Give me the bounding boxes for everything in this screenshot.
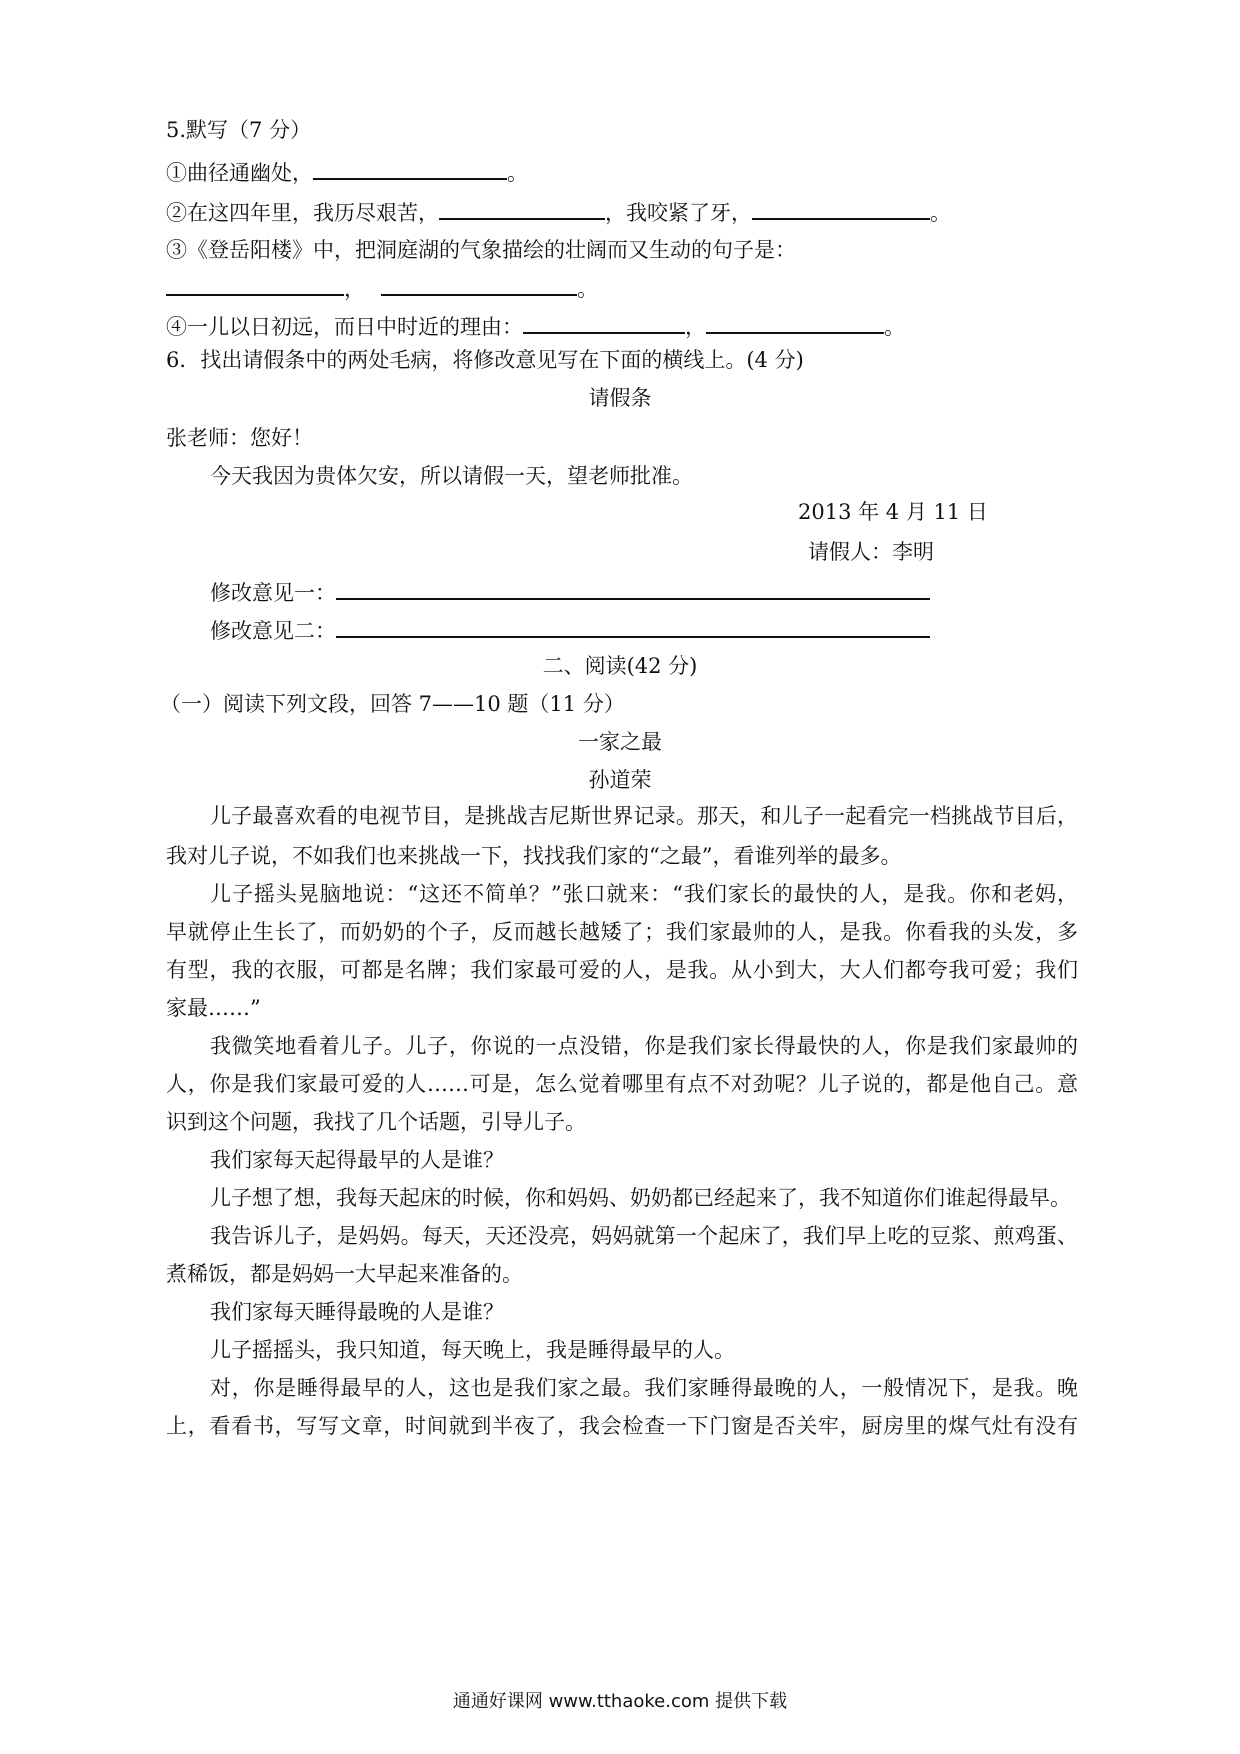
q5-item-4-text: ④一儿以日初远，而日中时近的理由：	[166, 315, 523, 339]
article-line: 家最……”	[166, 996, 261, 1020]
article-line: 早就停止生长了，而奶奶的个子，反而越长越矮了；我们家最帅的人，是我。你看我的头发，多	[166, 920, 1078, 944]
article-line: 儿子摇头晃脑地说：“这还不简单？”张口就来：“我们家长的最快的人，是我。你和老妈，	[210, 882, 1078, 906]
article-line: 上，看看书，写写文章，时间就到半夜了，我会检查一下门窗是否关牢，厨房里的煤气灶有没有	[166, 1414, 1078, 1438]
article-line: 煮稀饭，都是妈妈一大早起来准备的。	[166, 1262, 523, 1286]
answer-blank[interactable]	[313, 156, 507, 180]
article-line: 我们家每天睡得最晚的人是谁？	[210, 1300, 504, 1324]
q6-title: 6．找出请假条中的两处毛病，将修改意见写在下面的横线上。(4 分)	[166, 348, 804, 372]
article-line: 我对儿子说，不如我们也来挑战一下，找找我们家的“之最”，看谁列举的最多。	[166, 844, 902, 868]
article-line: 儿子想了想，我每天起床的时候，你和妈妈、奶奶都已经起来了，我不知道你们谁起得最早。	[210, 1186, 1071, 1210]
answer-blank[interactable]	[166, 272, 344, 296]
punct: 。	[507, 161, 528, 185]
answer-blank[interactable]	[381, 272, 577, 296]
punct: ，	[344, 277, 365, 301]
article-line: 我告诉儿子，是妈妈。每天，天还没亮，妈妈就第一个起床了，我们早上吃的豆浆、煎鸡蛋、	[210, 1224, 1078, 1248]
q5-item-4	[166, 310, 905, 338]
fix-1	[210, 576, 930, 604]
q5-item-2-text: ②在这四年里，我历尽艰苦，	[166, 201, 439, 225]
article-line: 识到这个问题，我找了几个话题，引导儿子。	[166, 1110, 586, 1134]
note-greeting: 张老师：您好！	[166, 426, 313, 450]
punct: 。	[930, 201, 951, 225]
section-title: 二、阅读(42 分)	[542, 654, 698, 678]
q5-item-3: ③《登岳阳楼》中，把洞庭湖的气象描绘的壮阔而又生动的句子是：	[166, 238, 796, 262]
fix-1-label: 修改意见一：	[210, 581, 336, 605]
q5-item-1	[166, 156, 528, 184]
answer-blank[interactable]	[336, 576, 930, 600]
article-title: 一家之最	[578, 730, 662, 754]
article-line: 人，你是我们家最可爱的人……可是，怎么觉着哪里有点不对劲呢？儿子说的，都是他自己。意	[166, 1072, 1078, 1096]
answer-blank[interactable]	[706, 310, 884, 334]
q5-item-3-answers	[166, 272, 598, 300]
note-signer: 请假人：李明	[808, 540, 934, 564]
q5-item-2-mid: ，我咬紧了牙，	[605, 201, 752, 225]
answer-blank[interactable]	[523, 310, 685, 334]
punct: 。	[884, 315, 905, 339]
note-date: 2013 年 4 月 11 日	[798, 500, 988, 524]
article-line: 我们家每天起得最早的人是谁？	[210, 1148, 504, 1172]
article-line: 我微笑地看着儿子。儿子，你说的一点没错，你是我们家长得最快的人，你是我们家最帅的	[210, 1034, 1078, 1058]
article-line: 儿子最喜欢看的电视节目，是挑战吉尼斯世界记录。那天，和儿子一起看完一档挑战节目后，	[210, 804, 1078, 828]
article-line: 有型，我的衣服，可都是名牌；我们家最可爱的人，是我。从小到大，大人们都夸我可爱；我们	[166, 958, 1078, 982]
answer-blank[interactable]	[439, 196, 605, 220]
q5-item-2	[166, 196, 951, 224]
answer-blank[interactable]	[336, 614, 930, 638]
note-body: 今天我因为贵体欠安，所以请假一天，望老师批准。	[210, 464, 693, 488]
fix-2-label: 修改意见二：	[210, 619, 336, 643]
q5-item-1-text: ①曲径通幽处，	[166, 161, 313, 185]
punct: ，	[685, 315, 706, 339]
answer-blank[interactable]	[752, 196, 930, 220]
note-title: 请假条	[588, 386, 652, 410]
punct: 。	[577, 277, 598, 301]
article-line: 对，你是睡得最早的人，这也是我们家之最。我们家睡得最晚的人，一般情况下，是我。晚	[210, 1376, 1078, 1400]
article-author: 孙道荣	[588, 768, 652, 792]
article-line: 儿子摇摇头，我只知道，每天晚上，我是睡得最早的人。	[210, 1338, 735, 1362]
q5-title: 5.默写（7 分）	[166, 118, 312, 142]
page-footer: 通通好课网 www.tthaoke.com 提供下载	[452, 1691, 788, 1712]
fix-2	[210, 614, 930, 642]
part1-title: （一）阅读下列文段，回答 7——10 题（11 分）	[160, 692, 625, 716]
